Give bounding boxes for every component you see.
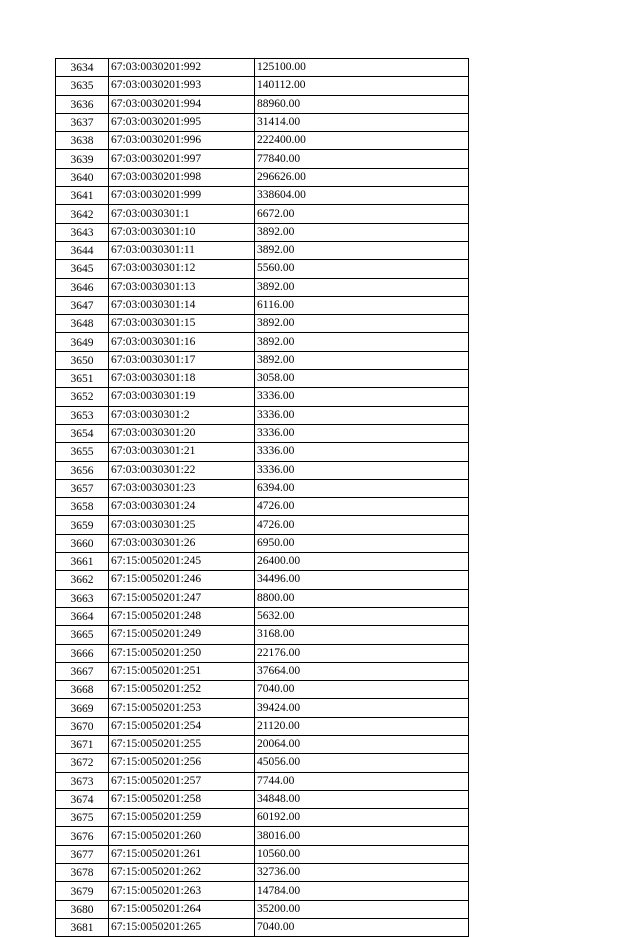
row-number-cell: 3640	[56, 168, 109, 186]
table-row	[56, 717, 469, 735]
cadastral-number-cell: 67:15:0050201:255	[109, 735, 255, 753]
row-number-cell: 3667	[56, 662, 109, 680]
table-row	[56, 516, 469, 534]
row-number-cell: 3651	[56, 370, 109, 388]
value-cell: 3336.00	[255, 461, 469, 479]
table-row	[56, 351, 469, 369]
value-cell: 34848.00	[255, 790, 469, 808]
table-row	[56, 662, 469, 680]
table-row	[56, 260, 469, 278]
table-row	[56, 333, 469, 351]
value-cell: 4726.00	[255, 516, 469, 534]
row-number-cell: 3671	[56, 735, 109, 753]
cadastral-number-cell: 67:03:0030201:997	[109, 150, 255, 168]
row-number-cell: 3664	[56, 607, 109, 625]
value-cell: 222400.00	[255, 132, 469, 150]
row-number-cell: 3661	[56, 553, 109, 571]
row-number-cell: 3680	[56, 900, 109, 918]
row-number-cell: 3656	[56, 461, 109, 479]
row-number-cell: 3643	[56, 223, 109, 241]
cadastral-number-cell: 67:03:0030301:12	[109, 260, 255, 278]
cadastral-number-cell: 67:03:0030301:10	[109, 223, 255, 241]
table-row	[56, 699, 469, 717]
row-number-cell: 3650	[56, 351, 109, 369]
row-number-cell: 3679	[56, 882, 109, 900]
row-number-cell: 3642	[56, 205, 109, 223]
row-number-cell: 3660	[56, 534, 109, 552]
table-row	[56, 59, 469, 77]
value-cell: 8800.00	[255, 589, 469, 607]
cadastral-number-cell: 67:15:0050201:262	[109, 864, 255, 882]
table-row	[56, 498, 469, 516]
row-number-cell: 3636	[56, 95, 109, 113]
table-row	[56, 296, 469, 314]
table-row	[56, 77, 469, 95]
row-number-cell: 3654	[56, 424, 109, 442]
row-number-cell: 3670	[56, 717, 109, 735]
row-number-cell: 3662	[56, 571, 109, 589]
row-number-cell: 3655	[56, 443, 109, 461]
table-row	[56, 168, 469, 186]
value-cell: 60192.00	[255, 809, 469, 827]
cadastral-number-cell: 67:03:0030301:2	[109, 406, 255, 424]
row-number-cell: 3634	[56, 59, 109, 77]
cadastral-number-cell: 67:15:0050201:253	[109, 699, 255, 717]
value-cell: 3892.00	[255, 315, 469, 333]
table-row	[56, 644, 469, 662]
cadastral-number-cell: 67:03:0030301:25	[109, 516, 255, 534]
table-row	[56, 681, 469, 699]
value-cell: 45056.00	[255, 754, 469, 772]
cadastral-number-cell: 67:15:0050201:257	[109, 772, 255, 790]
row-number-cell: 3638	[56, 132, 109, 150]
cadastral-number-cell: 67:15:0050201:251	[109, 662, 255, 680]
table-row	[56, 809, 469, 827]
row-number-cell: 3678	[56, 864, 109, 882]
table-row	[56, 589, 469, 607]
row-number-cell: 3657	[56, 479, 109, 497]
table-row	[56, 315, 469, 333]
value-cell: 39424.00	[255, 699, 469, 717]
row-number-cell: 3639	[56, 150, 109, 168]
value-cell: 3892.00	[255, 223, 469, 241]
value-cell: 7040.00	[255, 918, 469, 936]
value-cell: 3336.00	[255, 443, 469, 461]
value-cell: 3336.00	[255, 388, 469, 406]
row-number-cell: 3644	[56, 241, 109, 259]
table-row	[56, 918, 469, 936]
value-cell: 38016.00	[255, 827, 469, 845]
cadastral-number-cell: 67:03:0030301:23	[109, 479, 255, 497]
row-number-cell: 3653	[56, 406, 109, 424]
cadastral-number-cell: 67:03:0030301:1	[109, 205, 255, 223]
cadastral-value-table	[55, 58, 469, 937]
value-cell: 6394.00	[255, 479, 469, 497]
cadastral-number-cell: 67:03:0030301:20	[109, 424, 255, 442]
cadastral-number-cell: 67:15:0050201:246	[109, 571, 255, 589]
row-number-cell: 3666	[56, 644, 109, 662]
row-number-cell: 3681	[56, 918, 109, 936]
table-row	[56, 882, 469, 900]
cadastral-number-cell: 67:03:0030301:19	[109, 388, 255, 406]
cadastral-number-cell: 67:15:0050201:258	[109, 790, 255, 808]
value-cell: 7744.00	[255, 772, 469, 790]
cadastral-number-cell: 67:03:0030301:14	[109, 296, 255, 314]
cadastral-number-cell: 67:03:0030201:992	[109, 59, 255, 77]
cadastral-number-cell: 67:03:0030201:994	[109, 95, 255, 113]
value-cell: 338604.00	[255, 187, 469, 205]
row-number-cell: 3649	[56, 333, 109, 351]
cadastral-number-cell: 67:15:0050201:256	[109, 754, 255, 772]
row-number-cell: 3641	[56, 187, 109, 205]
cadastral-number-cell: 67:15:0050201:249	[109, 626, 255, 644]
table-row	[56, 241, 469, 259]
row-number-cell: 3637	[56, 113, 109, 131]
value-cell: 88960.00	[255, 95, 469, 113]
cadastral-number-cell: 67:03:0030301:15	[109, 315, 255, 333]
cadastral-number-cell: 67:03:0030301:11	[109, 241, 255, 259]
value-cell: 3892.00	[255, 333, 469, 351]
cadastral-number-cell: 67:03:0030201:996	[109, 132, 255, 150]
row-number-cell: 3659	[56, 516, 109, 534]
value-cell: 20064.00	[255, 735, 469, 753]
table-row	[56, 187, 469, 205]
table-row	[56, 772, 469, 790]
table-row	[56, 95, 469, 113]
table-row	[56, 150, 469, 168]
table-row	[56, 607, 469, 625]
table-row	[56, 443, 469, 461]
value-cell: 3892.00	[255, 351, 469, 369]
value-cell: 7040.00	[255, 681, 469, 699]
table-row	[56, 406, 469, 424]
row-number-cell: 3658	[56, 498, 109, 516]
table-row	[56, 754, 469, 772]
value-cell: 32736.00	[255, 864, 469, 882]
cadastral-number-cell: 67:15:0050201:264	[109, 900, 255, 918]
cadastral-number-cell: 67:15:0050201:245	[109, 553, 255, 571]
table-row	[56, 370, 469, 388]
row-number-cell: 3669	[56, 699, 109, 717]
value-cell: 125100.00	[255, 59, 469, 77]
cadastral-number-cell: 67:03:0030301:17	[109, 351, 255, 369]
value-cell: 21120.00	[255, 717, 469, 735]
row-number-cell: 3652	[56, 388, 109, 406]
table-row	[56, 223, 469, 241]
row-number-cell: 3677	[56, 845, 109, 863]
cadastral-number-cell: 67:03:0030301:22	[109, 461, 255, 479]
value-cell: 6116.00	[255, 296, 469, 314]
row-number-cell: 3676	[56, 827, 109, 845]
value-cell: 10560.00	[255, 845, 469, 863]
row-number-cell: 3635	[56, 77, 109, 95]
cadastral-number-cell: 67:15:0050201:248	[109, 607, 255, 625]
table-row	[56, 864, 469, 882]
value-cell: 6672.00	[255, 205, 469, 223]
table-row	[56, 461, 469, 479]
table-row	[56, 388, 469, 406]
value-cell: 3336.00	[255, 406, 469, 424]
value-cell: 5560.00	[255, 260, 469, 278]
cadastral-number-cell: 67:15:0050201:260	[109, 827, 255, 845]
table-row	[56, 424, 469, 442]
value-cell: 22176.00	[255, 644, 469, 662]
table-row	[56, 553, 469, 571]
row-number-cell: 3645	[56, 260, 109, 278]
table-row	[56, 534, 469, 552]
table-row	[56, 790, 469, 808]
cadastral-number-cell: 67:03:0030301:26	[109, 534, 255, 552]
cadastral-number-cell: 67:15:0050201:247	[109, 589, 255, 607]
value-cell: 14784.00	[255, 882, 469, 900]
row-number-cell: 3663	[56, 589, 109, 607]
value-cell: 77840.00	[255, 150, 469, 168]
value-cell: 140112.00	[255, 77, 469, 95]
value-cell: 3892.00	[255, 241, 469, 259]
value-cell: 3892.00	[255, 278, 469, 296]
row-number-cell: 3648	[56, 315, 109, 333]
row-number-cell: 3673	[56, 772, 109, 790]
table-row	[56, 845, 469, 863]
table-row	[56, 626, 469, 644]
cadastral-number-cell: 67:03:0030201:995	[109, 113, 255, 131]
cadastral-number-cell: 67:15:0050201:259	[109, 809, 255, 827]
table-row	[56, 278, 469, 296]
table-row	[56, 571, 469, 589]
table-body	[56, 59, 469, 937]
cadastral-number-cell: 67:03:0030301:13	[109, 278, 255, 296]
row-number-cell: 3647	[56, 296, 109, 314]
cadastral-number-cell: 67:15:0050201:263	[109, 882, 255, 900]
cadastral-number-cell: 67:03:0030301:24	[109, 498, 255, 516]
table-row	[56, 900, 469, 918]
cadastral-number-cell: 67:03:0030201:993	[109, 77, 255, 95]
value-cell: 4726.00	[255, 498, 469, 516]
cadastral-number-cell: 67:15:0050201:254	[109, 717, 255, 735]
row-number-cell: 3646	[56, 278, 109, 296]
row-number-cell: 3674	[56, 790, 109, 808]
table-row	[56, 827, 469, 845]
table-row	[56, 113, 469, 131]
row-number-cell: 3665	[56, 626, 109, 644]
table-row	[56, 479, 469, 497]
row-number-cell: 3675	[56, 809, 109, 827]
cadastral-number-cell: 67:15:0050201:261	[109, 845, 255, 863]
value-cell: 37664.00	[255, 662, 469, 680]
table-row	[56, 205, 469, 223]
value-cell: 35200.00	[255, 900, 469, 918]
row-number-cell: 3668	[56, 681, 109, 699]
value-cell: 3168.00	[255, 626, 469, 644]
cadastral-number-cell: 67:03:0030301:18	[109, 370, 255, 388]
value-cell: 6950.00	[255, 534, 469, 552]
value-cell: 296626.00	[255, 168, 469, 186]
value-cell: 31414.00	[255, 113, 469, 131]
value-cell: 26400.00	[255, 553, 469, 571]
value-cell: 3058.00	[255, 370, 469, 388]
cadastral-number-cell: 67:03:0030301:21	[109, 443, 255, 461]
value-cell: 5632.00	[255, 607, 469, 625]
cadastral-number-cell: 67:15:0050201:250	[109, 644, 255, 662]
row-number-cell: 3672	[56, 754, 109, 772]
cadastral-number-cell: 67:15:0050201:265	[109, 918, 255, 936]
cadastral-number-cell: 67:03:0030201:998	[109, 168, 255, 186]
cadastral-number-cell: 67:03:0030201:999	[109, 187, 255, 205]
table-row	[56, 735, 469, 753]
table-row	[56, 132, 469, 150]
value-cell: 34496.00	[255, 571, 469, 589]
value-cell: 3336.00	[255, 424, 469, 442]
cadastral-number-cell: 67:15:0050201:252	[109, 681, 255, 699]
cadastral-number-cell: 67:03:0030301:16	[109, 333, 255, 351]
